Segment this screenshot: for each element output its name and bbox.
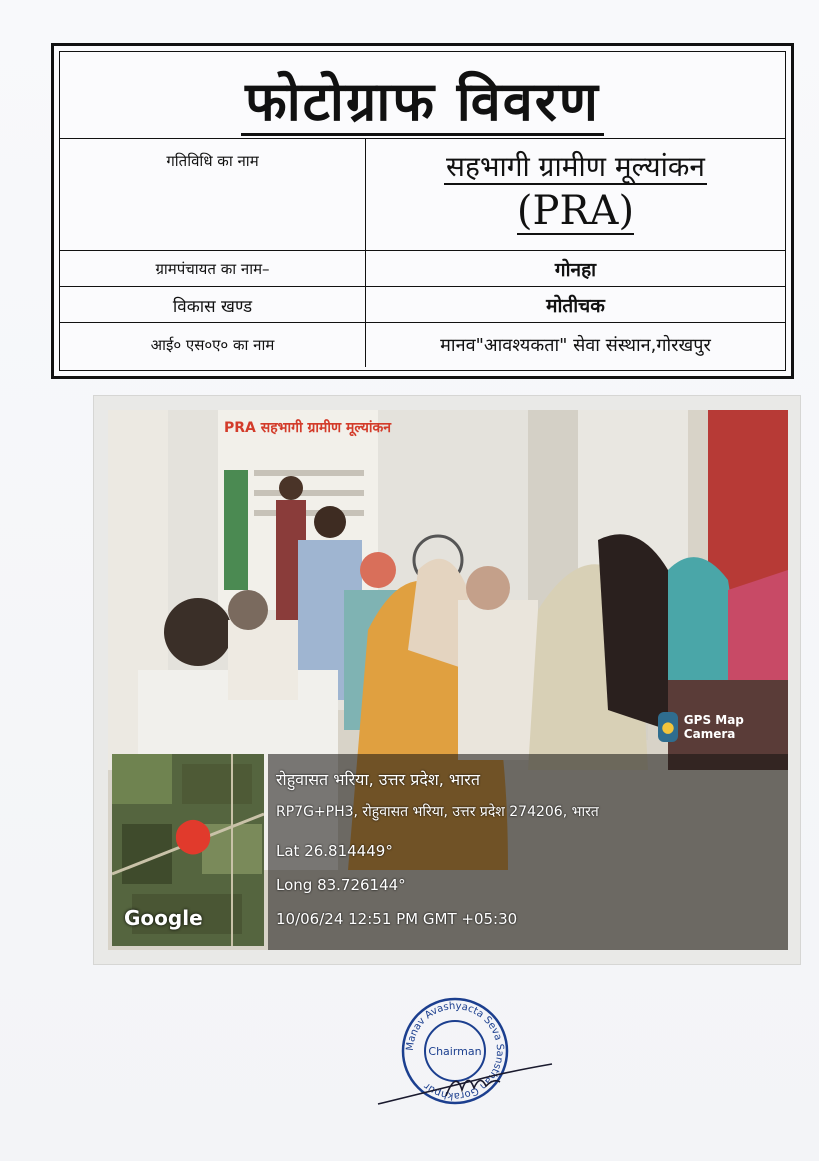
chairman-signature — [376, 1060, 556, 1110]
location-title: रोहुवासत भरिया, उत्तर प्रदेश, भारत — [276, 770, 480, 789]
development-block-label: विकास खण्ड — [172, 296, 253, 317]
row-gram-panchayat — [60, 250, 785, 287]
seal-ring-text: Manav Avashyacta Seva Sansthan Gorakhpur — [404, 1000, 506, 1102]
table-inner-border — [59, 51, 786, 371]
activity-name-text: सहभागी ग्रामीण मूल्यांकन — [446, 150, 705, 183]
gps-camera-icon: ● — [658, 712, 678, 742]
latitude: Lat 26.814449° — [276, 842, 393, 860]
activity-value — [365, 139, 785, 251]
location-map — [112, 754, 264, 946]
gram-panchayat-label: ग्रामपंचायत का नाम– — [155, 260, 270, 278]
map-pin-icon: ⬤ — [174, 815, 213, 855]
table-rows — [60, 138, 785, 370]
timestamp: 10/06/24 12:51 PM GMT +05:30 — [276, 910, 518, 928]
row-activity-name — [60, 138, 785, 251]
row-isa-name — [60, 322, 785, 367]
gps-map-camera-label: GPS Map Camera — [683, 713, 744, 741]
activity-abbrev: (PRA) — [516, 188, 635, 234]
isa-name-label: आई० एस०ए० का नाम — [150, 336, 275, 354]
gram-panchayat-value: गोनहा — [365, 251, 785, 287]
longitude: Long 83.726144° — [276, 876, 406, 894]
page-title: फोटोग्राफ विवरण — [60, 62, 785, 136]
poster-heading: PRA सहभागी ग्रामीण मूल्यांकन — [224, 420, 392, 436]
development-block-value: मोतीचक — [365, 287, 785, 323]
seal-center-text: Chairman — [428, 1045, 482, 1058]
photograph-details-table — [51, 43, 794, 379]
google-logo: Google — [124, 906, 203, 930]
gps-map-camera-badge — [658, 712, 788, 742]
meeting-photo — [108, 410, 788, 950]
activity-label: गतिविधि का नाम — [166, 152, 259, 170]
row-development-block — [60, 286, 785, 323]
location-address: RP7G+PH3, रोहुवासत भरिया, उत्तर प्रदेश 274206, भारत — [276, 804, 599, 820]
photo-frame — [94, 396, 800, 964]
isa-name-value: मानव"आवश्यकता" सेवा संस्थान,गोरखपुर — [365, 323, 785, 367]
